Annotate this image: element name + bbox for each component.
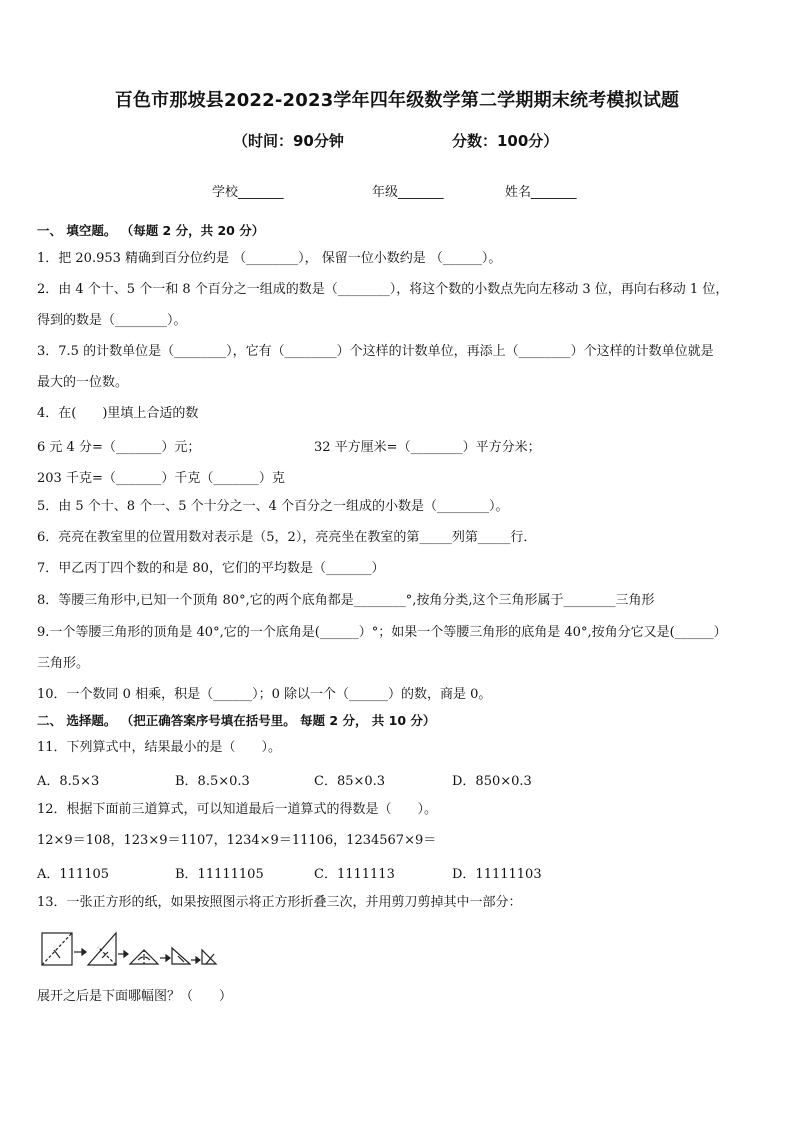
option-12-c: C．1111113 xyxy=(314,867,395,882)
section-1-heading: 一、 填空题。 （每题 2 分，共 20 分） xyxy=(37,223,265,238)
question-12: 12．根据下面前三道算式，可以知道最后一道算式的得数是（ ）。 xyxy=(37,802,438,817)
question-8: 8．等腰三角形中,已知一个顶角 80°,它的两个底角都是________°,按角分类,这个三角形属于________三角形 xyxy=(37,593,655,608)
option-12-a: A．111105 xyxy=(37,867,110,882)
question-13-prompt: 展开之后是下面哪幅图？（ ） xyxy=(37,989,233,1004)
time-label: （时间：90分钟 xyxy=(233,132,344,150)
score-label: 分数：100分） xyxy=(452,132,559,150)
question-4b: 32 平方厘米=（________）平方分米； xyxy=(314,440,541,455)
option-11-d: D．850×0.3 xyxy=(452,774,532,789)
page-title: 百色市那坡县2022-2023学年四年级数学第二学期期末统考模拟试题 xyxy=(114,90,680,111)
question-9-line-2: 三角形。 xyxy=(37,656,90,671)
option-12-d: D．11111103 xyxy=(452,867,542,882)
section-2-heading: 二、 选择题。 （把正确答案序号填在括号里。 每题 2 分， 共 10 分） xyxy=(37,713,436,728)
question-9-line-1: 9.一个等腰三角形的顶角是 40°,它的一个底角是(______）°；如果一个等腰三角形的底角是 40°,按角分它又是(______） xyxy=(37,625,727,640)
question-1: 1．把 20.953 精确到百分位约是 （________）， 保留一位小数约是 （______）。 xyxy=(37,251,502,266)
option-12-b: B．11111105 xyxy=(175,867,264,882)
question-4a: 6 元 4 分=（_______）元； xyxy=(37,440,201,455)
question-7: 7．甲乙丙丁四个数的和是 80，它们的平均数是（_______） xyxy=(37,561,385,576)
question-3-line-2: 最大的一位数。 xyxy=(37,375,129,390)
school-field: 学校_______ xyxy=(212,185,284,200)
question-12-equations: 12×9＝108，123×9＝1107，1234×9＝11106，1234567×9＝ xyxy=(37,833,437,848)
question-13: 13．一张正方形的纸，如果按照图示将正方形折叠三次，并用剪刀剪掉其中一部分： xyxy=(37,895,522,910)
question-11: 11．下列算式中，结果最小的是（ ）。 xyxy=(37,740,282,755)
option-11-b: B．8.5×0.3 xyxy=(175,774,250,789)
question-2-line-1: 2．由 4 个十、5 个一和 8 个百分之一组成的数是（________），将这个数的小数点先向左移动 3 位，再向右移动 1 位， xyxy=(37,282,729,297)
question-4c: 203 千克=（_______）千克（_______）克 xyxy=(37,471,285,486)
fold-step-cut xyxy=(202,950,216,964)
question-3-line-1: 3．7.5 的计数单位是（________），它有（________）个这样的计数单位，再添上（________）个这样的计数单位就是 xyxy=(37,344,714,359)
name-field: 姓名_______ xyxy=(505,185,577,200)
question-4: 4．在( )里填上合适的数 xyxy=(37,406,199,421)
folding-diagram xyxy=(40,930,220,970)
grade-field: 年级_______ xyxy=(372,185,444,200)
option-11-c: C．85×0.3 xyxy=(314,774,386,789)
fold-step-small xyxy=(172,948,190,964)
question-10: 10．一个数同 0 相乘，积是（______）；0 除以一个（______）的数，商是 0。 xyxy=(37,687,492,702)
question-6: 6．亮亮在教室里的位置用数对表示是（5，2），亮亮坐在教室的第_____列第_____行． xyxy=(37,530,537,545)
question-5: 5．由 5 个十、8 个一、5 个十分之一、4 个百分之一组成的小数是（________）。 xyxy=(37,499,509,514)
option-11-a: A．8.5×3 xyxy=(37,774,100,789)
question-2-line-2: 得到的数是（________）。 xyxy=(37,313,187,328)
